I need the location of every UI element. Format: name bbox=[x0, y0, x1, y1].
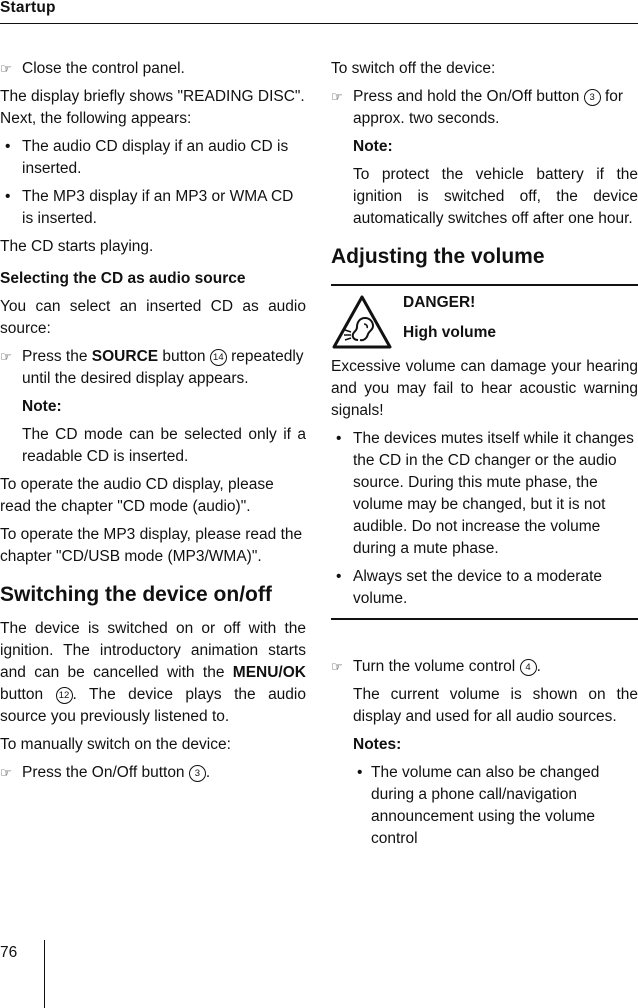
left-column bbox=[0, 58, 306, 790]
text: button bbox=[0, 686, 56, 703]
pointing-hand-icon: ☞ bbox=[331, 89, 343, 104]
step-hold-onoff bbox=[331, 86, 638, 130]
step-press-onoff bbox=[0, 762, 306, 784]
paragraph: To manually switch on the device: bbox=[0, 736, 231, 753]
sub-heading: Selecting the CD as audio source bbox=[0, 270, 246, 287]
step-text: Press the On/Off button bbox=[22, 764, 189, 781]
step-text: . bbox=[205, 764, 211, 781]
pointing-hand-icon: ☞ bbox=[331, 659, 343, 674]
danger-header bbox=[331, 292, 638, 356]
list-item-text: The MP3 display if an MP3 or WMA CD is inserted. bbox=[22, 188, 294, 227]
list-item bbox=[353, 762, 638, 850]
step-text: Close the control panel. bbox=[22, 60, 185, 77]
step-text: for approx. two seconds. bbox=[353, 88, 624, 127]
list-item-text: Always set the device to a moderate volume. bbox=[353, 568, 602, 607]
note-text: The CD mode can be selected only if a readable CD is inserted. bbox=[22, 426, 306, 465]
callout-number: 14 bbox=[210, 349, 227, 366]
danger-text: Excessive volume can damage your hearing and you may fail to hear acoustic warning signals! bbox=[331, 358, 638, 419]
page-rule bbox=[44, 940, 45, 1008]
button-name: SOURCE bbox=[91, 348, 159, 365]
bullet-icon: • bbox=[5, 138, 11, 155]
paragraph: To switch off the device: bbox=[331, 60, 496, 77]
note-block bbox=[331, 136, 638, 230]
step-text: button bbox=[158, 348, 210, 365]
note-label: Note: bbox=[22, 398, 62, 415]
step-text: repeatedly until the desired display appears. bbox=[22, 348, 304, 387]
pointing-hand-icon: ☞ bbox=[0, 765, 12, 780]
callout-number: 4 bbox=[520, 659, 537, 676]
button-name: MENU/OK bbox=[232, 664, 306, 681]
list-item bbox=[331, 428, 638, 560]
list-item bbox=[0, 136, 306, 180]
danger-title: DANGER! bbox=[403, 294, 476, 311]
paragraph bbox=[0, 618, 306, 728]
section-heading: Switching the device on/off bbox=[0, 583, 272, 606]
step-text: Press and hold the On/Off button bbox=[353, 88, 584, 105]
step-text: Turn the volume control bbox=[353, 658, 520, 675]
note-label: Note: bbox=[353, 138, 393, 155]
list-item-text: The volume can also be changed during a phone call/navigation announcement using the volume control bbox=[371, 764, 600, 847]
bullet-icon: • bbox=[357, 764, 363, 781]
step-text: . bbox=[536, 658, 541, 675]
notes-label: Notes: bbox=[353, 736, 402, 753]
note-block bbox=[0, 396, 306, 468]
page-header bbox=[0, 0, 638, 26]
bullet-icon: • bbox=[336, 430, 342, 447]
paragraph: You can select an inserted CD as audio source: bbox=[0, 298, 306, 337]
step-turn-volume bbox=[331, 656, 638, 678]
danger-subtitle: High volume bbox=[403, 324, 497, 341]
text: . The device plays the audio source you previously listened to. bbox=[0, 686, 306, 725]
step-close-panel bbox=[0, 58, 306, 80]
paragraph: The current volume is shown on the display and used for all audio sources. bbox=[353, 686, 638, 725]
section-heading: Adjusting the volume bbox=[331, 245, 545, 268]
bullet-icon: • bbox=[5, 188, 11, 205]
callout-number: 12 bbox=[56, 687, 73, 704]
danger-box bbox=[331, 284, 638, 620]
list-item bbox=[0, 186, 306, 230]
paragraph: The CD starts playing. bbox=[0, 238, 154, 255]
list-item bbox=[331, 566, 638, 610]
pointing-hand-icon: ☞ bbox=[0, 61, 12, 76]
text: The device is switched on or off with the ignition. The introductory animation starts and can be cancelled with the bbox=[0, 620, 306, 681]
header-title: Startup bbox=[0, 0, 56, 16]
bullet-icon: • bbox=[336, 568, 342, 585]
page-number: 76 bbox=[0, 944, 18, 961]
note-text: To protect the vehicle battery if the ignition is switched off, the device automatically switches off after one hour. bbox=[353, 166, 638, 227]
step-press-source bbox=[0, 346, 306, 390]
list-item-text: The audio CD display if an audio CD is inserted. bbox=[22, 138, 289, 177]
step-text: Press the bbox=[22, 348, 92, 365]
pointing-hand-icon: ☞ bbox=[0, 349, 12, 364]
paragraph: The display briefly shows "READING DISC". Next, the following appears: bbox=[0, 88, 305, 127]
paragraph: To operate the audio CD display, please read the chapter "CD mode (audio)". bbox=[0, 476, 274, 515]
callout-number: 3 bbox=[584, 89, 601, 106]
header-rule bbox=[0, 23, 638, 24]
right-column bbox=[331, 58, 638, 850]
paragraph: To operate the MP3 display, please read the chapter "CD/USB mode (MP3/WMA)". bbox=[0, 526, 303, 565]
ear-warning-icon bbox=[331, 294, 393, 350]
callout-number: 3 bbox=[189, 765, 206, 782]
list-item-text: The devices mutes itself while it changes the CD in the CD changer or the audio source. During this mute phase, the volume may be changed, but it is not audible. Do not increase the volume during a mute phase. bbox=[353, 430, 634, 557]
note-block bbox=[331, 684, 638, 850]
